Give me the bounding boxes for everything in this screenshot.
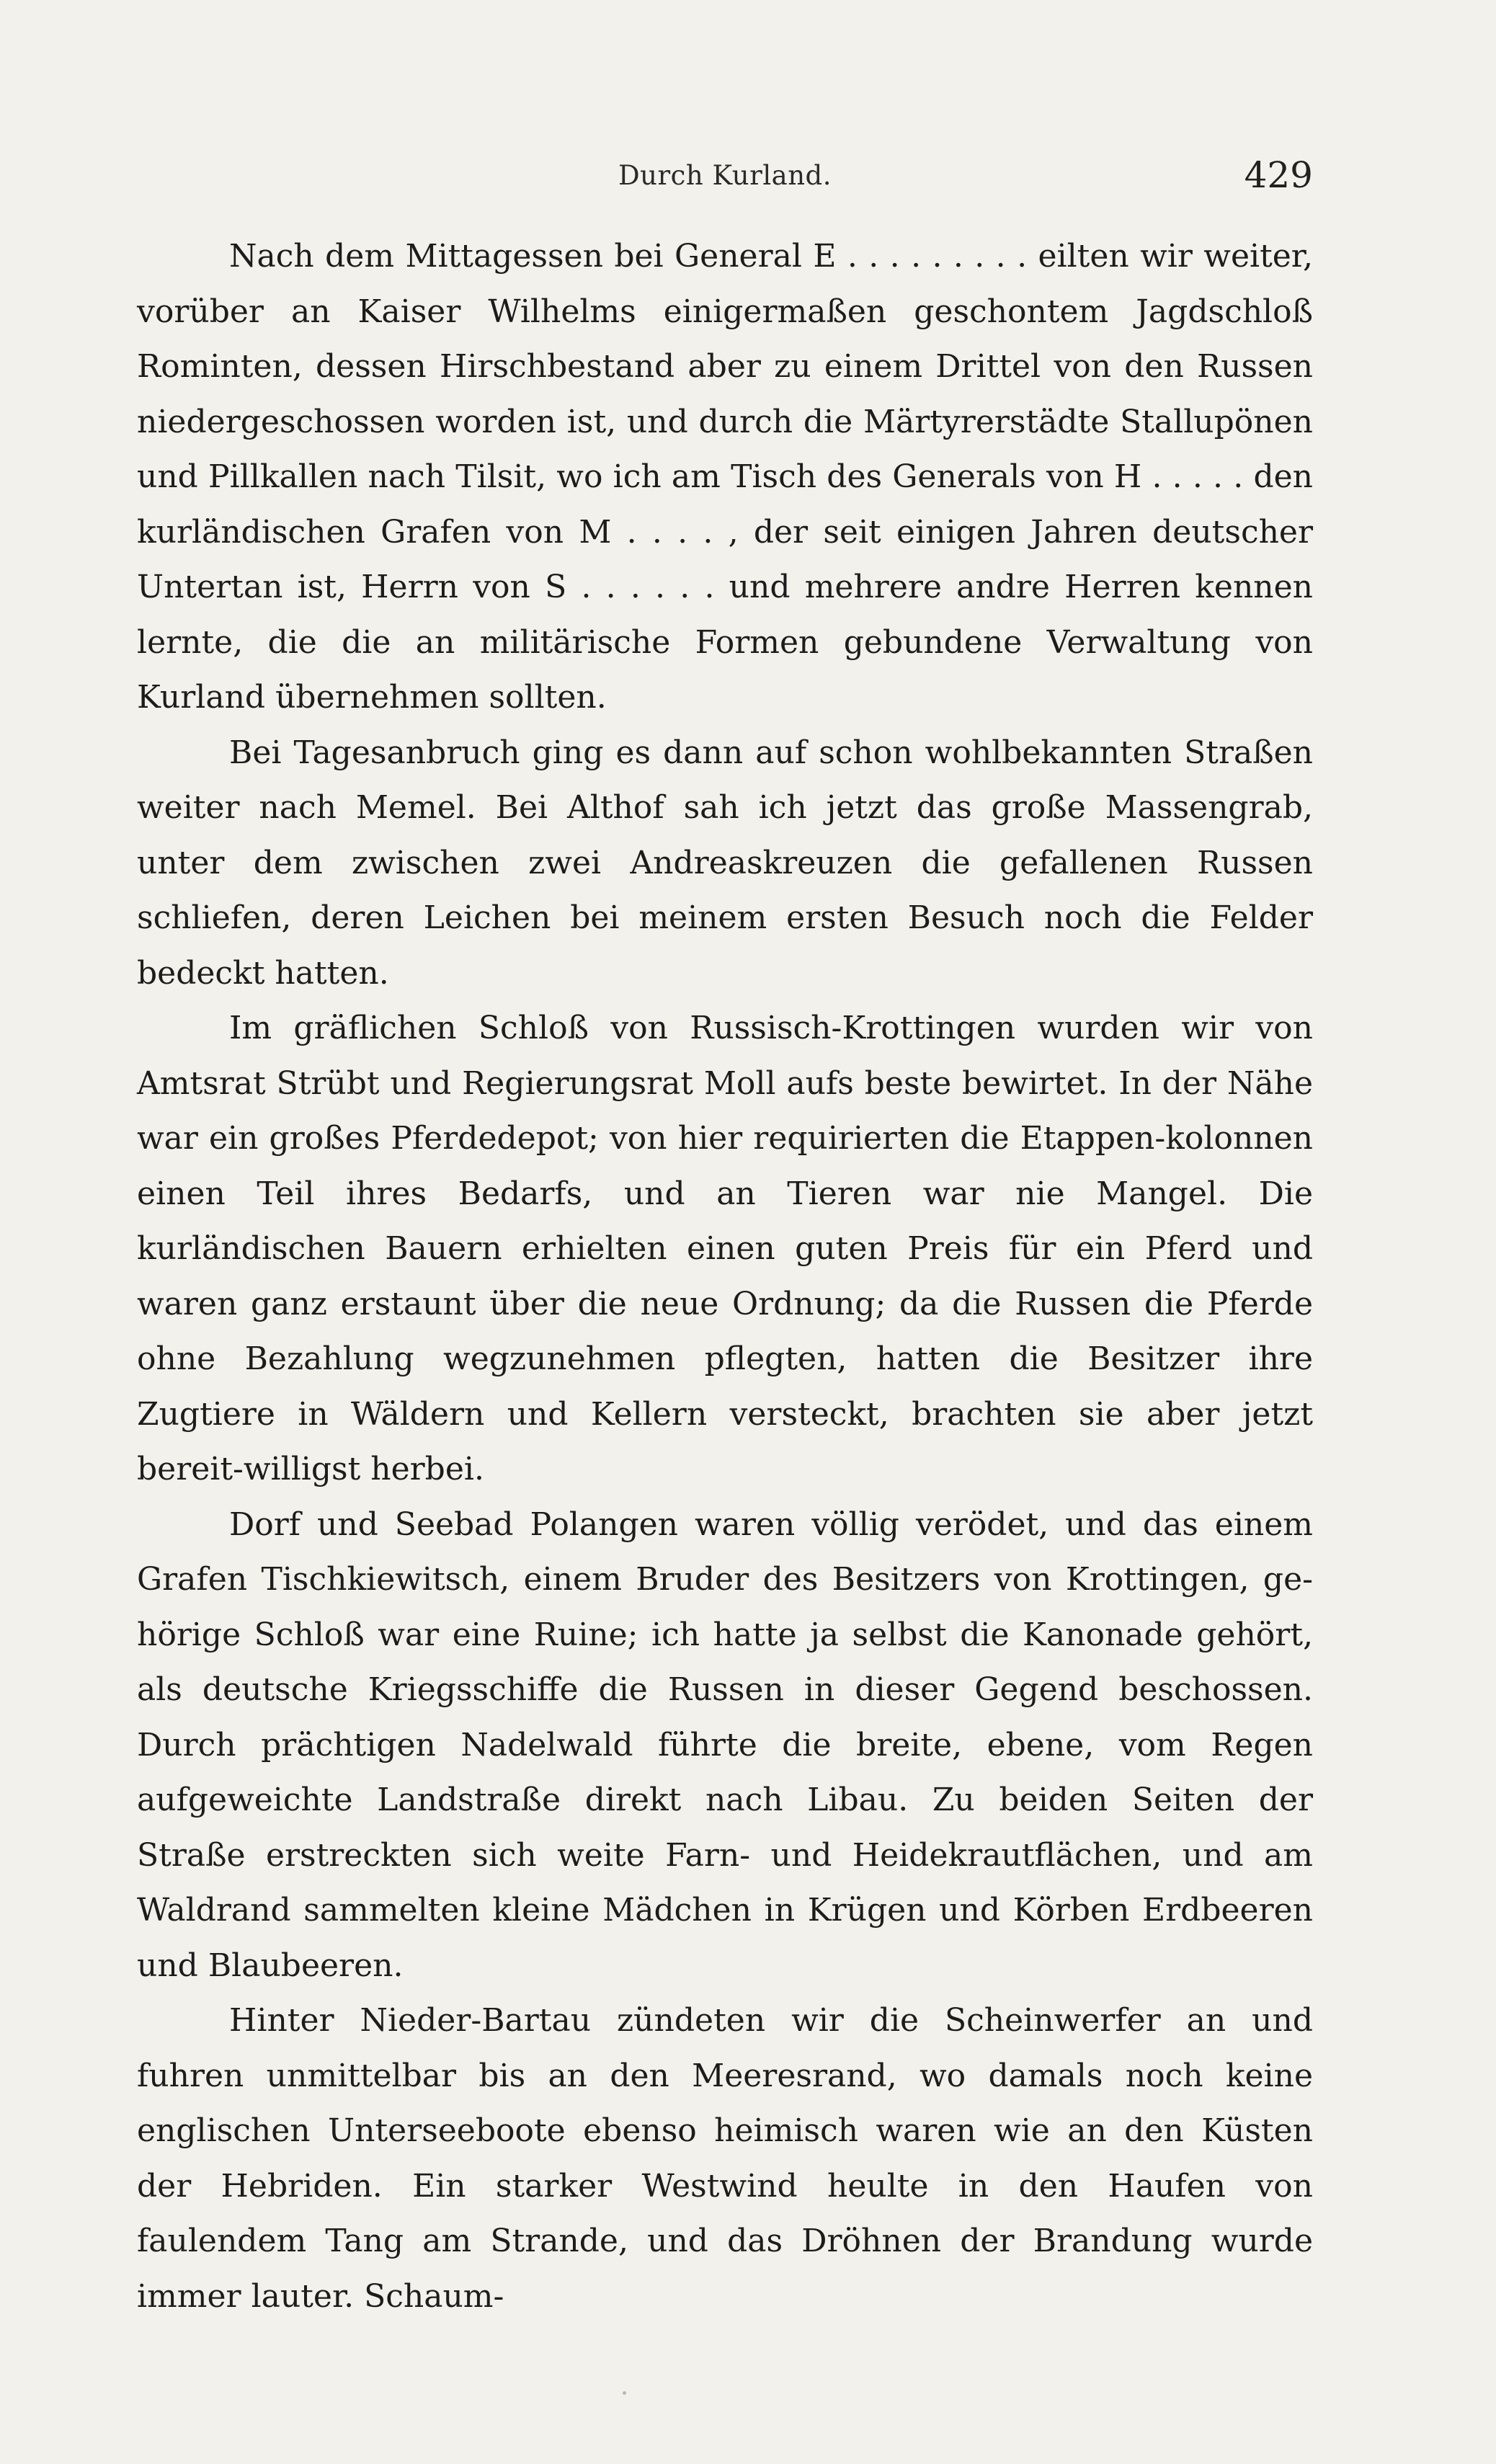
body-text	[137, 229, 1313, 2324]
paragraph-1: Nach dem Mittagessen bei General E . . . . . . . . . eilten wir weiter, vorüber an Kaiser Wilhelms einigermaßen geschontem Jagdschloß Rominten, dessen Hirschbestand aber zu einem Drittel von den Russen niedergeschossen worden ist, und durch die Märtyrerstädte Stallupönen und Pillkallen nach Tilsit, wo ich am Tisch des Generals von H . . . . . den kurländischen Grafen von M . . . . , der seit einigen Jahren deutscher Untertan ist, Herrn von S . . . . . . und mehrere andre Herren kennen lernte, die die an militärische Formen gebundene Verwaltung von Kurland übernehmen sollten.	[137, 238, 1313, 716]
paragraph-2: Bei Tagesanbruch ging es dann auf schon wohlbekannten Straßen weiter nach Memel. Bei Althof sah ich jetzt das große Massengrab, unter dem zwischen zwei Andreaskreuzen die gefallenen Russen schliefen, deren Leichen bei meinem ersten Besuch noch die Felder bedeckt hatten.	[137, 734, 1313, 992]
paragraph-4: Dorf und Seebad Polangen waren völlig verödet, und das einem Grafen Tischkiewitsch, einem Bruder des Besitzers von Krottingen, ge-hörige Schloß war eine Ruine; ich hatte ja selbst die Kanonade gehört, als deutsche Kriegsschiffe die Russen in dieser Gegend beschossen. Durch prächtigen Nadelwald führte die breite, ebene, vom Regen aufgeweichte Landstraße direkt nach Libau. Zu beiden Seiten der Straße erstreckten sich weite Farn- und Heidekrautflächen, und am Waldrand sammelten kleine Mädchen in Krügen und Körben Erdbeeren und Blaubeeren.	[137, 1505, 1313, 1984]
paper-speck	[623, 2391, 626, 2395]
paragraph-3: Im gräflichen Schloß von Russisch-Krottingen wurden wir von Amtsrat Strübt und Regierungsrat Moll aufs beste bewirtet. In der Nähe war ein großes Pferdedepot; von hier requirierten die Etappen-kolonnen einen Teil ihres Bedarfs, und an Tieren war nie Mangel. Die kurländischen Bauern erhielten einen guten Preis für ein Pferd und waren ganz erstaunt über die neue Ordnung; da die Russen die Pferde ohne Bezahlung wegzunehmen pflegten, hatten die Besitzer ihre Zugtiere in Wäldern und Kellern versteckt, brachten sie aber jetzt bereit-willigst herbei.	[137, 1010, 1313, 1487]
page-number: 429	[1244, 154, 1313, 196]
running-title: Durch Kurland.	[618, 160, 832, 191]
paragraph-5: Hinter Nieder-Bartau zündeten wir die Scheinwerfer an und fuhren unmittelbar bis an den Meeresrand, wo damals noch keine englischen Unterseeboote ebenso heimisch waren wie an den Küsten der Hebriden. Ein starker Westwind heulte in den Haufen von faulendem Tang am Strande, und das Dröhnen der Brandung wurde immer lauter. Schaum-	[137, 2002, 1313, 2315]
page-header	[137, 150, 1313, 200]
